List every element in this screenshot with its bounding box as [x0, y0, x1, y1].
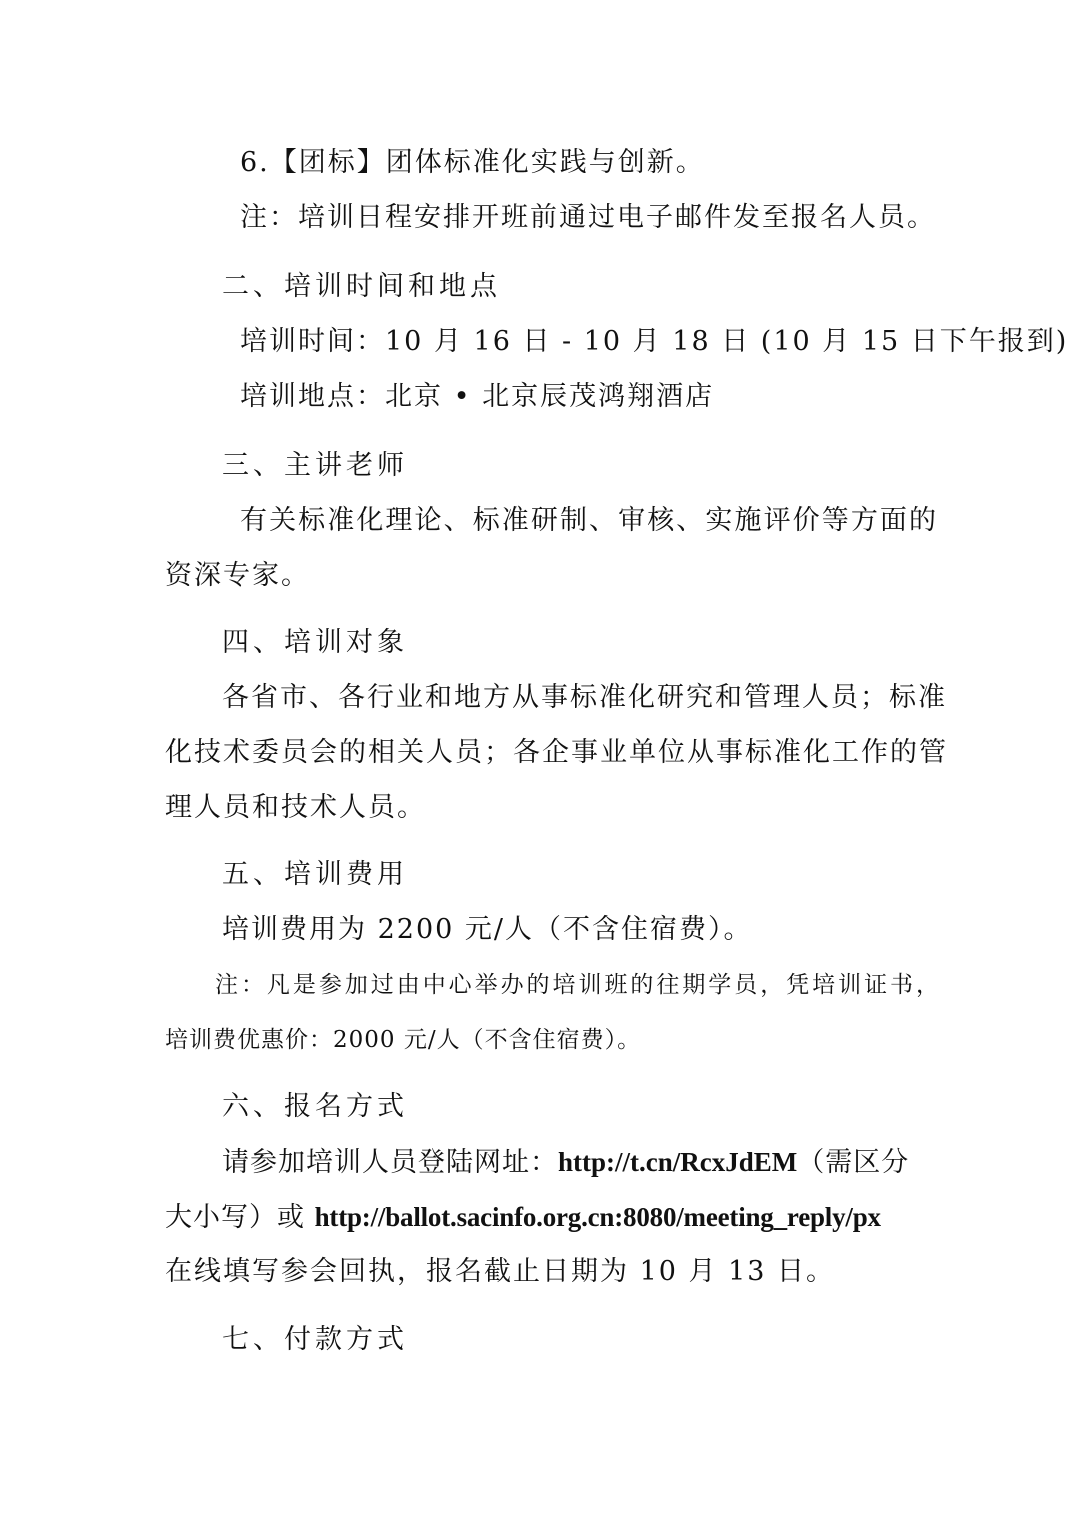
section-4-heading: 四、培训对象 — [222, 627, 408, 658]
registration-or-text: 大小写）或 — [165, 1202, 315, 1233]
fee-note-line-1: 注：凡是参加过由中心举办的培训班的往期学员，凭培训证书， — [215, 972, 940, 998]
registration-deadline: 在线填写参会回执，报名截止日期为 10 月 13 日。 — [165, 1256, 836, 1287]
registration-link-short[interactable]: http://t.cn/RcxJdEM — [558, 1147, 798, 1177]
section-7-heading: 七、付款方式 — [222, 1324, 408, 1355]
section-2-heading: 二、培训时间和地点 — [222, 271, 501, 302]
agenda-item-6: 6.【团标】团体标准化实践与创新。 — [240, 147, 705, 178]
lecturer-line-2: 资深专家。 — [165, 560, 310, 591]
section-5-heading: 五、培训费用 — [222, 859, 408, 890]
registration-text: 请参加培训人员登陆网址： — [222, 1147, 558, 1178]
audience-line-3: 理人员和技术人员。 — [165, 792, 426, 823]
registration-line-1 — [222, 1142, 938, 1182]
registration-line-2 — [165, 1197, 881, 1237]
audience-line-1: 各省市、各行业和地方从事标准化研究和管理人员；标准 — [222, 682, 947, 713]
fee-note-line-2: 培训费优惠价：2000 元/人（不含住宿费）。 — [165, 1027, 642, 1053]
registration-link-full[interactable]: http://ballot.sacinfo.org.cn:8080/meeting_reply/px — [314, 1202, 881, 1232]
lecturer-line-1: 有关标准化理论、标准研制、审核、实施评价等方面的 — [240, 505, 938, 536]
audience-line-2: 化技术委员会的相关人员；各企事业单位从事标准化工作的管 — [165, 737, 948, 768]
registration-case-note: （需区分 — [797, 1147, 910, 1178]
agenda-note: 注：培训日程安排开班前通过电子邮件发至报名人员。 — [240, 202, 936, 233]
section-6-heading: 六、报名方式 — [222, 1091, 408, 1122]
section-3-heading: 三、主讲老师 — [222, 450, 408, 481]
training-time: 培训时间：10 月 16 日 - 10 月 18 日 (10 月 15 日下午报到) — [240, 326, 1069, 357]
training-fee: 培训费用为 2200 元/人（不含住宿费）。 — [222, 914, 753, 945]
training-place: 培训地点：北京 • 北京辰茂鸿翔酒店 — [240, 381, 715, 412]
